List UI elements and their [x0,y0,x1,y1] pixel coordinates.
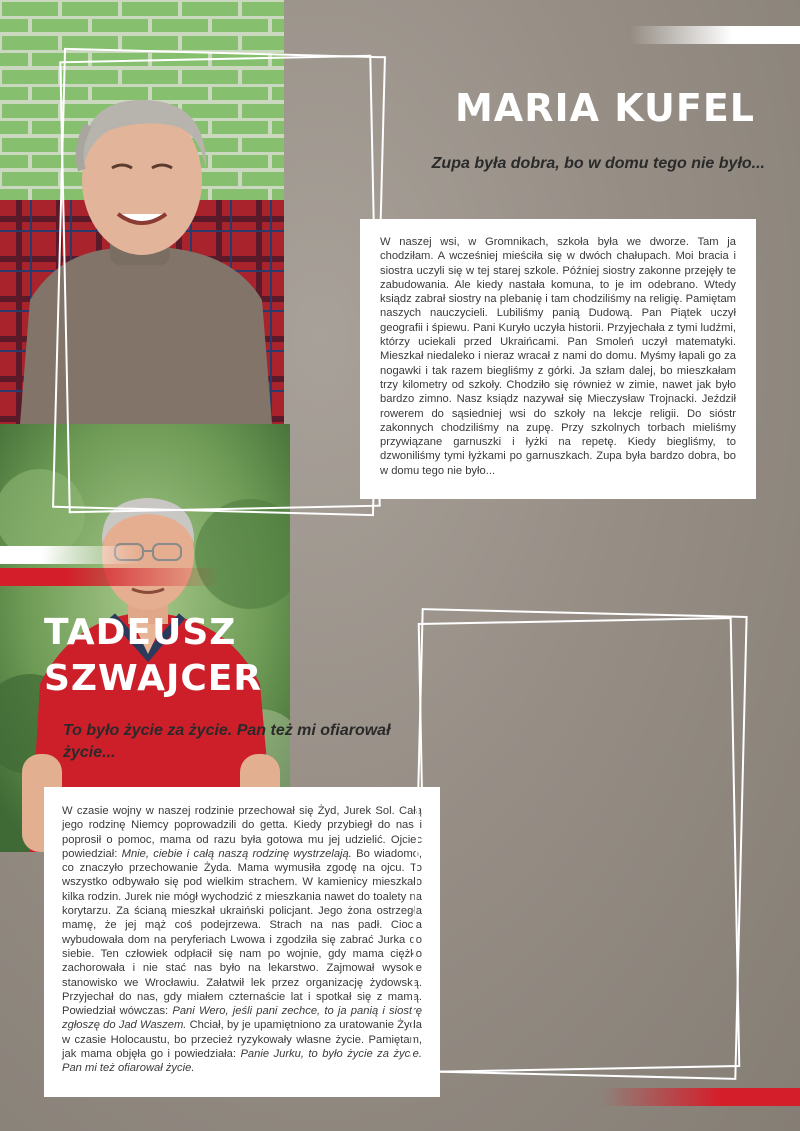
quote-tadeusz: To było życie za życie. Pan też mi ofiarował życie... [63,722,391,761]
story-box-maria [360,219,756,499]
story-text-italic3: Panie Jurku, to było życie za życie. Pan mi też ofiarował życie. [62,1048,422,1075]
story-text-part2: Bo wiadomo, co znaczyło przechowanie Żyda. Mama wymusiła zgodę na ojcu. To wszystko odbywało się pod wielkim strachem. W kamienicy mieszkało kilka rodzin. Jurek nie mógł wychodzić z mieszkania nawet do toalety na korytarzu. Za ścianą mieszkał ukraiński policjant. Jego żona ostrzegła mamę, że jej mąż coś podejrzewa. Strach na nas padł. Ciocia wybudowała dom na peryferiach Lwowa i zgodziła się zabrać Jurka do siebie. Ten człowiek odpłacił się nam po wojnie, gdy mama ciężko zachorowała i nie stać nas było na lekarstwo. Zajmował wysokie stanowisko we Wrocławiu. Załatwił lek przez organizację żydowską. Przyjechał do nas, gdy miałem czternaście lat i spotkał się z mamą. Powiedział wówczas: [62,847,422,1018]
person-name-first: TADEUSZ [44,612,237,653]
decorative-stripe-red [0,568,220,586]
person-name-tadeusz [44,610,364,702]
story-text-italic1: Mnie, ciebie i całą naszą rodzinę wystrzelają. [121,847,352,860]
person-name-last: SZWAJCER [44,658,263,699]
photo-frame-2b [418,617,741,1073]
story-box-tadeusz [44,787,440,1097]
story-text-part1: W czasie wojny w naszej rodzinie przechował się Żyd, Jurek Sol. Całą jego rodzinę Niemcy poprowadzili do getta. Kiedy przybiegł do nas i poprosił o pomoc, mama od razu była gotowa mu jej udzielić. Ojciec powiedział: [62,805,422,860]
story-text-part3: Chciał, by je upamiętniono za uratowanie Żyda w czasie Holocaustu, bo przecież ryzykowały własne życie. Pamiętam, jak mama objęła go i powiedziała: [62,1019,422,1061]
decorative-stripe-white [0,546,140,564]
story-text-italic2: Pani Wero, jeśli pani zechce, to ja panią i siostrę zgłoszę do Jad Waszem. [62,1005,422,1032]
person-name-maria: MARIA KUFEL [454,86,755,130]
decorative-stripe-top [630,26,800,44]
quote-maria: Zupa była dobra, bo w domu tego nie było... [431,155,765,172]
photo-frame-1b [59,55,380,513]
decorative-stripe-bottom-red [600,1088,800,1106]
story-text-maria: W naszej wsi, w Gromnikach, szkoła była we dworze. Tam ja chodziłam. A wcześniej mieściła się w dwóch chałupach. Moi bracia i siostra uczyli się w tej starej szkole. Później siostry zakonne przejęły te zabudowania. Ale kiedy nastała komuna, to je im odebrano. Wtedy ksiądz zabrał siostry na plebanię i tam chodziliśmy na religię. Pamiętam naszych nauczycieli. Lubiliśmy panią Dudową. Pan Piątek uczył geografii i śpiewu. Pani Kuryło uczyła historii. Przyjechała z tymi ludźmi, którzy uciekali przed Ukraińcami. Pan Smoleń uczył matematyki. Mieszkał niedaleko i nieraz wracał z nami do domu. Myśmy łapali go za nogawki i tak razem biegliśmy z górki. Ja szłam dalej, bo mieszkałam trzy kilometry od szkoły. Chodziło się również w zimie, nawet jak było bardzo zimno. Nasz ksiądz nazywał się Mieczysław Trojnacki. Jeździł rowerem do sąsiedniej wsi do szkoły na lekcje religii. Do sióstr zakonnych chodziliśmy na zupę. Przy szkolnych torbach mieliśmy przywiązane garnuszki i łyżki na repetę. Kiedy biegliśmy, to dzwoniliśmy tymi łyżkami po garnuszkach. Zupa była bardzo dobra, bo w domu tego nie było... [380,236,736,477]
